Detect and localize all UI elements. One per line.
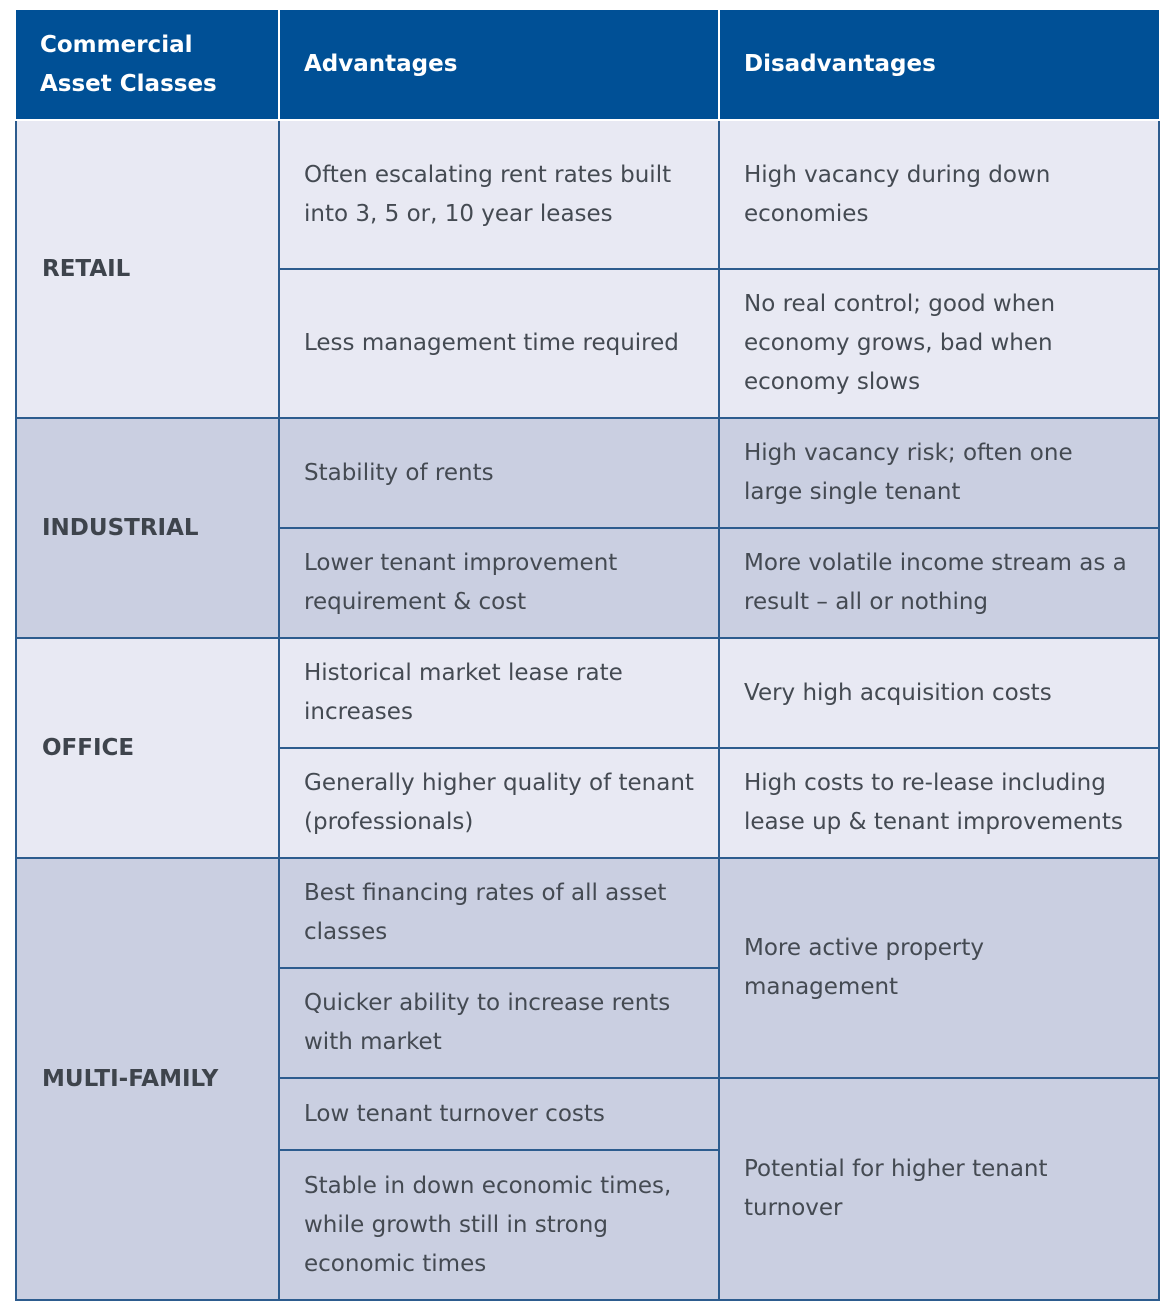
disadvantage-cell: High vacancy risk; often one large single tenant: [719, 418, 1159, 528]
asset-class-table-wrapper: [15, 10, 1158, 1300]
table-row: [16, 418, 1159, 528]
disadvantage-cell: High costs to re-lease including lease up & tenant improvements: [719, 748, 1159, 858]
advantage-cell: Stability of rents: [279, 418, 719, 528]
table-row: [16, 120, 1159, 269]
disadvantage-cell: Very high acquisition costs: [719, 638, 1159, 748]
category-multi-family: MULTI-FAMILY: [16, 858, 279, 1300]
table-row: [16, 858, 1159, 968]
category-industrial: INDUSTRIAL: [16, 418, 279, 638]
table-header-row: [16, 10, 1159, 120]
disadvantage-cell: No real control; good when economy grows, bad when economy slows: [719, 269, 1159, 418]
table-row: [16, 638, 1159, 748]
disadvantage-cell: Potential for higher tenant turnover: [719, 1078, 1159, 1300]
advantage-cell: Often escalating rent rates built into 3, 5 or, 10 year leases: [279, 120, 719, 269]
advantage-cell: Stable in down economic times, while growth still in strong economic times: [279, 1150, 719, 1300]
header-asset-classes: Commercial Asset Classes: [16, 10, 279, 120]
asset-class-comparison-table: [15, 10, 1160, 1301]
advantage-cell: Historical market lease rate increases: [279, 638, 719, 748]
category-office: OFFICE: [16, 638, 279, 858]
disadvantage-cell: High vacancy during down economies: [719, 120, 1159, 269]
disadvantage-cell: More active property management: [719, 858, 1159, 1078]
advantage-cell: Quicker ability to increase rents with market: [279, 968, 719, 1078]
category-retail: RETAIL: [16, 120, 279, 418]
advantage-cell: Low tenant turnover costs: [279, 1078, 719, 1150]
advantage-cell: Lower tenant improvement requirement & cost: [279, 528, 719, 638]
advantage-cell: Best financing rates of all asset classes: [279, 858, 719, 968]
advantage-cell: Less management time required: [279, 269, 719, 418]
disadvantage-cell: More volatile income stream as a result – all or nothing: [719, 528, 1159, 638]
header-disadvantages: Disadvantages: [719, 10, 1159, 120]
header-advantages: Advantages: [279, 10, 719, 120]
advantage-cell: Generally higher quality of tenant (professionals): [279, 748, 719, 858]
